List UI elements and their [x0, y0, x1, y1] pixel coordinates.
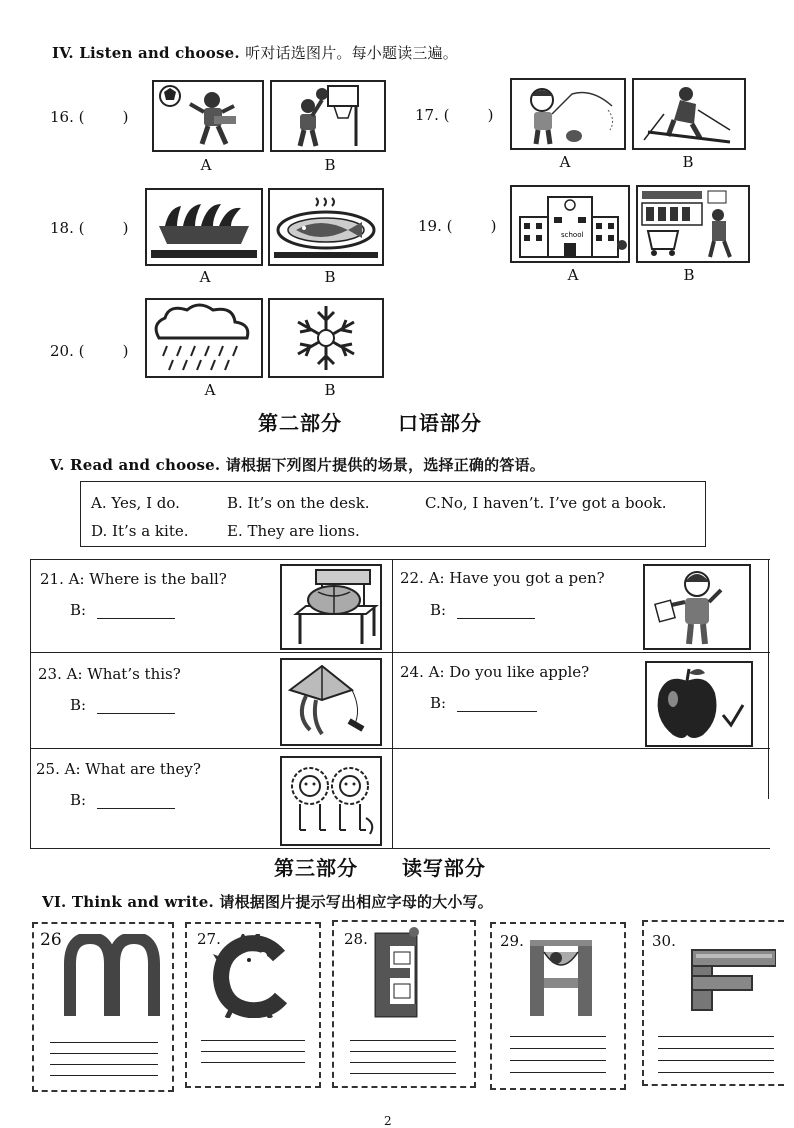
- answer-parentheses[interactable]: ( ): [78, 219, 129, 237]
- writing-line[interactable]: [658, 1036, 774, 1037]
- section-iv-title: IV. Listen and choose.: [52, 44, 240, 62]
- part-two-subtitle: 口语部分: [397, 411, 482, 435]
- boy-with-book-icon[interactable]: [643, 564, 751, 650]
- writing-line[interactable]: [50, 1064, 158, 1065]
- writing-line[interactable]: [50, 1075, 158, 1076]
- card-number: 28.: [344, 930, 368, 948]
- answer-parentheses[interactable]: ( ): [78, 108, 129, 126]
- option-label: B: [682, 153, 694, 171]
- apple-check-icon[interactable]: [645, 661, 753, 747]
- letter-card-28: [332, 920, 476, 1088]
- writing-line[interactable]: [658, 1060, 774, 1061]
- section-v-instruction: 请根据下列图片提供的场景，选择正确的答语。: [225, 456, 545, 474]
- boy-fishing-icon[interactable]: [510, 78, 626, 150]
- choice-a: A. Yes, I do.: [91, 494, 180, 512]
- option-label: A: [200, 156, 212, 174]
- part-three-heading: [274, 852, 486, 881]
- choice-c: C.No, I haven’t. I’ve got a book.: [425, 494, 667, 512]
- snowflake-icon[interactable]: [268, 298, 384, 378]
- grid-divider-row2: [30, 748, 770, 749]
- question-19: [418, 217, 497, 235]
- question-16: [50, 108, 129, 126]
- grid-border-right: [768, 559, 769, 799]
- writing-line[interactable]: [50, 1053, 158, 1054]
- question-20: [50, 342, 129, 360]
- writing-line[interactable]: [50, 1042, 158, 1043]
- writing-line[interactable]: [658, 1048, 774, 1049]
- option-label: A: [204, 381, 216, 399]
- part-two-heading: [258, 407, 482, 436]
- part-two-title: 第二部分: [258, 411, 342, 435]
- supermarket-icon[interactable]: [636, 185, 750, 263]
- option-label: B: [683, 266, 695, 284]
- svg-text:school: school: [561, 231, 584, 239]
- grid-border-left: [30, 559, 31, 849]
- writing-line[interactable]: [510, 1060, 606, 1061]
- option-label: B: [324, 381, 336, 399]
- writing-line[interactable]: [201, 1062, 305, 1063]
- section-iv-heading: [52, 42, 458, 63]
- letter-card-26: [32, 922, 174, 1092]
- answer-parentheses[interactable]: ( ): [78, 342, 129, 360]
- writing-line[interactable]: [201, 1040, 305, 1041]
- card-number: 30.: [652, 932, 676, 950]
- answer-label: B:: [70, 791, 87, 809]
- question-23: 23. A: What’s this?: [38, 665, 181, 683]
- fish-on-plate-icon[interactable]: [268, 188, 384, 266]
- section-v-title: V. Read and choose.: [50, 456, 221, 474]
- card-number: 26: [40, 930, 62, 950]
- kite-icon[interactable]: [280, 658, 382, 746]
- card-number: 27.: [197, 930, 221, 948]
- writing-line[interactable]: [510, 1048, 606, 1049]
- answer-label: B:: [430, 694, 447, 712]
- choice-d: D. It’s a kite.: [91, 522, 189, 540]
- question-21: 21. A: Where is the ball?: [40, 570, 227, 588]
- option-label: B: [324, 268, 336, 286]
- answer-choices-box: [80, 481, 706, 547]
- answer-label: B:: [70, 696, 87, 714]
- rain-cloud-icon[interactable]: [145, 298, 263, 378]
- writing-line[interactable]: [510, 1036, 606, 1037]
- part-three-subtitle: 读写部分: [401, 856, 486, 880]
- answer-parentheses[interactable]: ( ): [443, 106, 494, 124]
- letter-card-27: [185, 922, 321, 1088]
- skier-icon[interactable]: [632, 78, 746, 150]
- section-v-heading: [50, 454, 545, 475]
- boy-with-football-icon[interactable]: [152, 80, 264, 152]
- question-number: 17.: [415, 106, 439, 124]
- page-number: 2: [384, 1114, 392, 1128]
- grid-divider-vertical: [392, 559, 393, 849]
- option-label: A: [199, 268, 211, 286]
- question-18: [50, 219, 129, 237]
- grid-divider-row1: [30, 652, 770, 653]
- part-three-title: 第三部分: [274, 856, 358, 880]
- answer-blank-22[interactable]: [457, 618, 535, 619]
- writing-line[interactable]: [350, 1040, 456, 1041]
- question-24: 24. A: Do you like apple?: [400, 663, 590, 681]
- ball-on-desk-icon[interactable]: [280, 564, 382, 650]
- letter-m-arches-icon: [64, 934, 164, 1020]
- section-iv-instruction: 听对话选图片。每小题读三遍。: [245, 44, 459, 62]
- answer-parentheses[interactable]: ( ): [446, 217, 497, 235]
- section-vi-title: VI. Think and write.: [42, 893, 214, 911]
- bananas-in-bowl-icon[interactable]: [145, 188, 263, 266]
- section-vi-instruction: 请根据图片提示写出相应字母的大小写。: [219, 893, 493, 911]
- writing-line[interactable]: [350, 1062, 456, 1063]
- writing-line[interactable]: [510, 1072, 606, 1073]
- question-number: 18.: [50, 219, 74, 237]
- two-lions-icon[interactable]: [280, 756, 382, 846]
- writing-line[interactable]: [201, 1051, 305, 1052]
- choice-e: E. They are lions.: [227, 522, 360, 540]
- answer-blank-24[interactable]: [457, 711, 537, 712]
- answer-blank-23[interactable]: [97, 713, 175, 714]
- question-17: [415, 106, 494, 124]
- section-vi-heading: [42, 891, 493, 912]
- writing-line[interactable]: [350, 1051, 456, 1052]
- question-number: 20.: [50, 342, 74, 360]
- school-building-icon[interactable]: [510, 185, 630, 263]
- writing-line[interactable]: [350, 1073, 456, 1074]
- letter-h-hammock-icon: [526, 938, 596, 1018]
- question-number: 19.: [418, 217, 442, 235]
- option-label: B: [324, 156, 336, 174]
- letter-c-monster-icon: [209, 934, 295, 1018]
- answer-label: B:: [430, 601, 447, 619]
- letter-card-29: [490, 922, 626, 1090]
- answer-blank-21[interactable]: [97, 618, 175, 619]
- question-25: 25. A: What are they?: [36, 760, 201, 778]
- answer-blank-25[interactable]: [97, 808, 175, 809]
- letter-card-30: [642, 920, 784, 1086]
- option-label: A: [559, 153, 571, 171]
- question-number: 16.: [50, 108, 74, 126]
- card-number: 29.: [500, 932, 524, 950]
- letter-f-metal-icon: [686, 944, 776, 1014]
- question-22: 22. A: Have you got a pen?: [400, 569, 605, 587]
- option-label: A: [567, 266, 579, 284]
- choice-b: B. It’s on the desk.: [227, 494, 370, 512]
- letter-e-building-icon: [370, 926, 430, 1018]
- writing-line[interactable]: [658, 1072, 774, 1073]
- boy-playing-basketball-icon[interactable]: [270, 80, 386, 152]
- answer-label: B:: [70, 601, 87, 619]
